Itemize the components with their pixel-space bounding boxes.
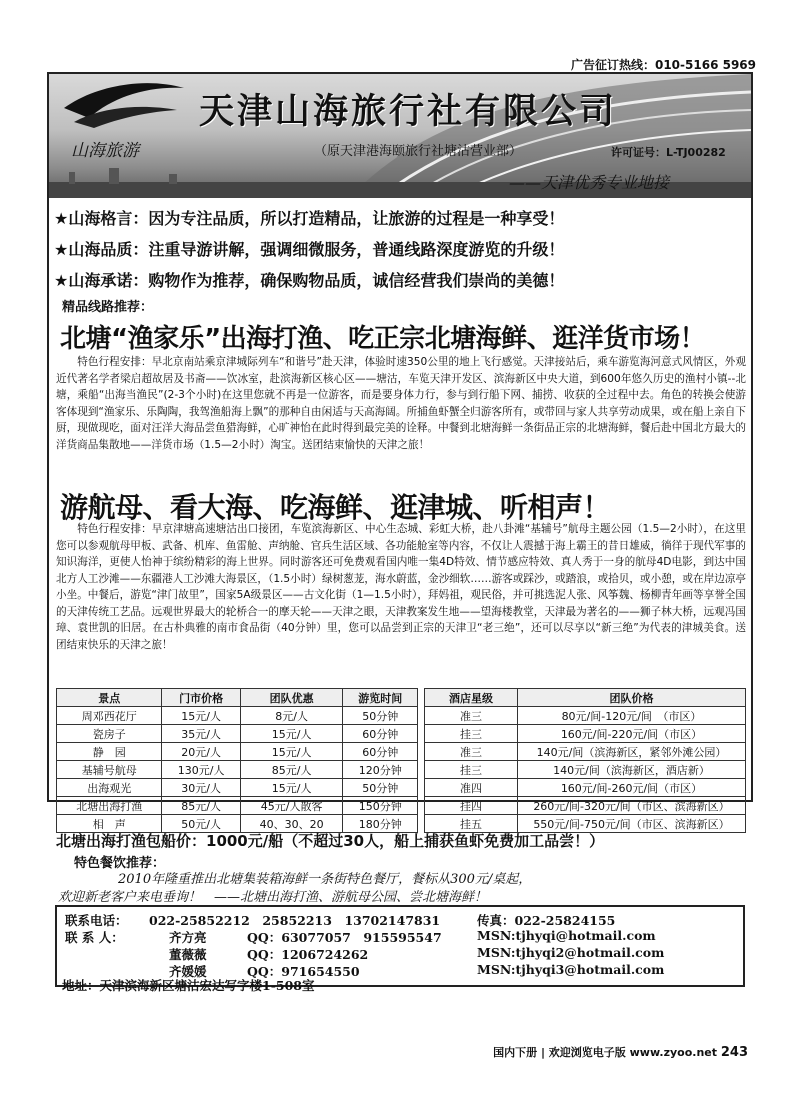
table-cell: 120分钟: [343, 761, 418, 779]
attraction-price-table: [56, 688, 418, 833]
table-cell: 15元/人: [240, 725, 343, 743]
route2-itinerary: 特色行程安排：早京津塘高速塘沽出口接团，车览滨海新区、中心生态城、彩虹大桥，赴八卦滩“基辅号”航母主题公园（1.5—2小时），在这里您可以参观航母甲板、武备、机库、鱼雷舱、声纳舱、官兵生活区域、各功能舱室等内容，不仅让人震撼于海上霸王的昔日雄威，徜徉于现代军事的知识海洋，更使人怡神于缤纷精彩的海上世界。同时游客还可免费观看国内唯一集4D特效、情节感应特效、真人秀于一身的航母4D电影，到达中国北方人工沙滩——东疆港人工沙滩大海景区，（1.5小时）绿树葱茏，海水蔚蓝，金沙细软……游客或踩沙，或踏浪，或拾贝，或小憩，或在岸边凉亭小坐。中餐后，游览“津门故里”，国家5A级景区——古文化街（1—1.5小时），拜妈祖，观民俗，并可挑选泥人张、风筝魏、杨柳青年画等享誉全国的天津传统工艺品。远观世界最大的轮桥合一的摩天轮——天津之眼，天津教案发生地——望海楼教堂，天津最为著名的——狮子林大桥，远观冯国璋、袁世凯的旧居。在古朴典雅的南市食品街（40分钟）里，您可以品尝到正宗的天津卫“老三绝”，还可以尽享以“新三绝”为代表的津城美食。送团结束快乐的天津之旅！: [56, 523, 746, 651]
page-footer: [493, 1044, 748, 1060]
table-cell: 130元/人: [162, 761, 240, 779]
table-cell: 35元/人: [162, 725, 240, 743]
table-cell: 20元/人: [162, 743, 240, 761]
motto-line: ★山海品质：注重导游讲解，强调细微服务，普通线路深度游览的升级！: [54, 240, 565, 259]
company-name: 天津山海旅行社有限公司: [199, 91, 618, 132]
table-cell: 基辅号航母: [57, 761, 162, 779]
table-cell: 160元/间-220元/间（市区）: [518, 725, 746, 743]
ad-hotline: 广告征订热线：010-5166 5969: [570, 58, 756, 72]
tagline: ——天津优秀专业地接: [509, 173, 670, 192]
table-cell: 150分钟: [343, 797, 418, 815]
table-cell: 85元/人: [162, 797, 240, 815]
table-cell: 准三: [425, 707, 518, 725]
contact-name: 董薇薇: [169, 947, 207, 962]
table-cell: 准三: [425, 743, 518, 761]
recommend-label: 精品线路推荐：: [62, 300, 154, 315]
col-header: 团队价格: [518, 689, 746, 707]
table-cell: 15元/人: [162, 707, 240, 725]
table-cell: 8元/人: [240, 707, 343, 725]
contact-box: [55, 905, 745, 987]
table-cell: 出海观光: [57, 779, 162, 797]
table-cell: 60分钟: [343, 743, 418, 761]
table-cell: 40、30、20: [240, 815, 343, 833]
table-cell: 50元/人: [162, 815, 240, 833]
table-cell: 挂四: [425, 797, 518, 815]
dining-line: 欢迎新老客户来电垂询！ ——北塘出海打渔、游航母公园、尝北塘海鲜！: [58, 890, 488, 905]
route1-title: 北塘“渔家乐”出海打渔、吃正宗北塘海鲜、逛洋货市场！: [60, 324, 706, 354]
table-cell: 180分钟: [343, 815, 418, 833]
table-row: [425, 761, 746, 779]
col-header: 团队优惠: [240, 689, 343, 707]
contact-msn[interactable]: MSN:tjhyqi2@hotmail.com: [477, 945, 665, 960]
dining-label: 特色餐饮推荐：: [74, 856, 166, 871]
table-header-row: [425, 689, 746, 707]
table-cell: 挂三: [425, 725, 518, 743]
phone-numbers: 022-25852212 25852213 13702147831: [149, 913, 441, 928]
banner: [49, 74, 751, 198]
table-cell: 准四: [425, 779, 518, 797]
table-cell: 周邓西花厅: [57, 707, 162, 725]
table-row: [57, 797, 418, 815]
fax-number: 传真：022-25824155: [477, 913, 616, 928]
col-header: 游览时间: [343, 689, 418, 707]
table-row: [57, 707, 418, 725]
contact-msn[interactable]: MSN:tjhyqi@hotmail.com: [477, 928, 656, 943]
table-cell: 140元/间（滨海新区，紧邻外滩公园）: [518, 743, 746, 761]
table-cell: 80元/间-120元/间 （市区）: [518, 707, 746, 725]
table-cell: 85元/人: [240, 761, 343, 779]
former-name: （原天津港海颐旅行社塘沽营业部）: [314, 144, 523, 159]
table-cell: 30元/人: [162, 779, 240, 797]
table-cell: 15元/人: [240, 779, 343, 797]
contact-qq: QQ：971654550: [247, 964, 360, 979]
table-row: [57, 761, 418, 779]
table-cell: 北塘出海打渔: [57, 797, 162, 815]
motto-line: ★山海格言：因为专注品质，所以打造精品，让旅游的过程是一种享受！: [54, 209, 565, 228]
contact-name: 齐媛媛: [169, 964, 207, 979]
contact-qq: QQ：1206724262: [247, 947, 369, 962]
table-row: [57, 725, 418, 743]
hotel-price-table: [424, 688, 746, 833]
table-row: [425, 725, 746, 743]
table-cell: 静 园: [57, 743, 162, 761]
table-row: [425, 779, 746, 797]
col-header: 景点: [57, 689, 162, 707]
page-number: 243: [720, 1045, 748, 1060]
table-cell: 15元/人: [240, 743, 343, 761]
table-cell: 140元/间（滨海新区，酒店新）: [518, 761, 746, 779]
license-number: 许可证号：L-TJ00282: [611, 146, 726, 159]
table-header-row: [57, 689, 418, 707]
table-cell: 挂三: [425, 761, 518, 779]
col-header: 酒店星级: [425, 689, 518, 707]
table-cell: 50分钟: [343, 779, 418, 797]
table-row: [57, 743, 418, 761]
footer-text[interactable]: 国内下册 | 欢迎浏览电子版 www.zyoo.net: [493, 1046, 718, 1059]
boat-charter-price: 北塘出海打渔包船价：1000元/船（不超过30人，船上捕获鱼虾免费加工品尝！）: [56, 832, 605, 850]
table-cell: 45元/人散客: [240, 797, 343, 815]
contact-name: 齐方亮: [169, 930, 207, 945]
table-cell: 相 声: [57, 815, 162, 833]
table-row: [425, 743, 746, 761]
table-cell: 550元/间-750元/间（市区、滨海新区）: [518, 815, 746, 833]
swoosh-logo-icon: [59, 78, 189, 128]
table-row: [425, 797, 746, 815]
dining-line: 2010年隆重推出北塘集装箱海鲜一条街特色餐厅，餐标从300元/桌起，: [118, 872, 532, 887]
table-cell: 挂五: [425, 815, 518, 833]
contact-person-label: 联 系 人：: [65, 930, 124, 945]
table-cell: 60分钟: [343, 725, 418, 743]
col-header: 门市价格: [162, 689, 240, 707]
table-cell: 50分钟: [343, 707, 418, 725]
route1-itinerary: 特色行程安排：早北京南站乘京津城际列车“和谐号”赴天津，体验时速350公里的地上飞行感觉。天津接站后，乘车游览海河意式风情区，外观近代著名学者梁启超故居及书斋——饮冰室，赴滨海新区核心区——塘沽，车览天津开发区、滨海新区中央大道，到600年悠久历史的渔村小镇--北塘，乘船“出海当渔民”(2-3个小时)在这里您就不再是一位游客，而是要身体力行，参与到行船下网、捕捞、收获的全过程中去。角色的转换会使游客体现到“渔家乐、乐陶陶，我驾渔船海上飘”的那种自由闲适与天高海阔。所捕鱼虾蟹全归游客所有，或带回与家人共享劳动成果，或在船上亲自下厨，现做现吃，面对汪洋大海品尝鱼猎海鲜，心旷神怡在此时得到最完美的诠释。中餐到北塘海鲜一条街品正宗的北塘海鲜，餐后赴中国北方最大的洋货商品集散地——洋货市场（1.5—2小时）淘宝。送团结束愉快的天津之旅！: [56, 356, 746, 451]
logo-text: 山海旅游: [71, 141, 139, 161]
phone-label: 联系电话：: [65, 913, 128, 928]
contact-msn[interactable]: MSN:tjhyqi3@hotmail.com: [477, 962, 665, 977]
contact-qq: QQ：63077057 915595547: [247, 930, 442, 945]
motto-line: ★山海承诺：购物作为推荐，确保购物品质，诚信经营我们崇尚的美德！: [54, 271, 565, 290]
table-cell: 260元/间-320元/间（市区、滨海新区）: [518, 797, 746, 815]
address: 地址：天津滨海新区塘沽宏达写字楼1-508室: [62, 978, 315, 993]
table-cell: 瓷房子: [57, 725, 162, 743]
table-row: [57, 779, 418, 797]
table-row: [425, 707, 746, 725]
table-cell: 160元/间-260元/间（市区）: [518, 779, 746, 797]
route2-title: 游航母、看大海、吃海鲜、逛津城、听相声！: [60, 491, 611, 524]
